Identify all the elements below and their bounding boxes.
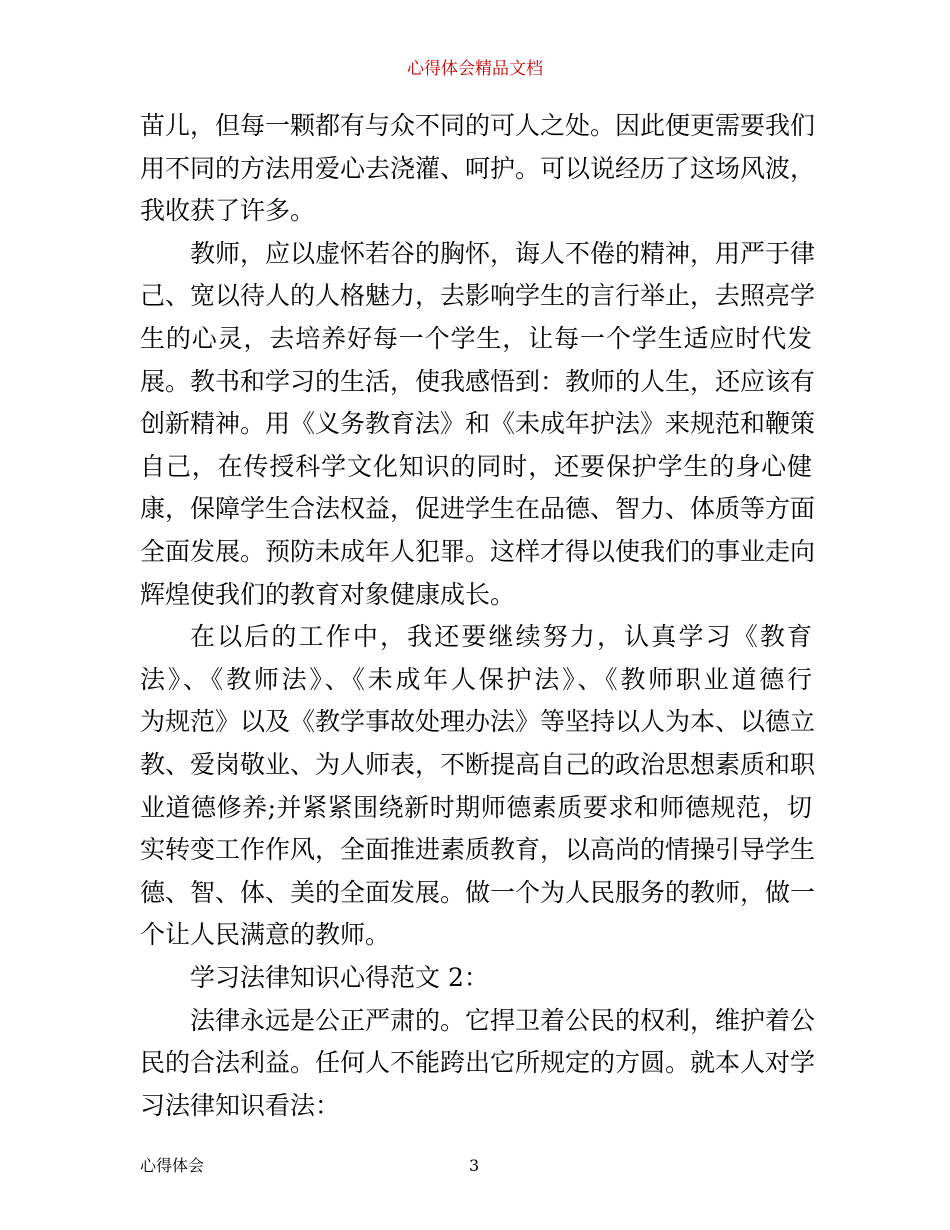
text-line: 康，保障学生合法权益，促进学生在品德、智力、体质等方面 xyxy=(140,494,816,524)
page-footer xyxy=(0,1155,950,1177)
text-line: 法律永远是公正严肃的。它捍卫着公民的权利，维护着公 xyxy=(190,1005,816,1035)
text-line: 用不同的方法用爱心去浇灌、呵护。可以说经历了这场风波， xyxy=(140,153,816,183)
text-line: 创新精神。用《义务教育法》和《未成年护法》来规范和鞭策 xyxy=(140,409,816,439)
text-line: 法》、《教师法》、《未成年人保护法》、《教师职业道德行 xyxy=(140,664,812,694)
page-header-title: 心得体会精品文档 xyxy=(407,59,543,79)
text-line: 展。教书和学习的生活，使我感悟到：教师的人生，还应该有 xyxy=(140,366,816,396)
text-line: 实转变工作作风，全面推进素质教育，以高尚的情操引导学生 xyxy=(140,835,816,865)
text-line: 自己，在传授科学文化知识的同时，还要保护学生的身心健 xyxy=(140,451,812,481)
section-heading: 学习法律知识心得范文 2： xyxy=(190,963,489,992)
text-line: 为规范》以及《教学事故处理办法》等坚持以人为本、以德立 xyxy=(140,707,816,737)
text-line: 德、智、体、美的全面发展。做一个为人民服务的教师，做一 xyxy=(140,877,816,907)
text-line: 苗儿，但每一颗都有与众不同的可人之处。因此便更需要我们 xyxy=(140,111,816,140)
text-line: 民的合法利益。任何人不能跨出它所规定的方圆。就本人对学 xyxy=(140,1048,816,1078)
page-number: 3 xyxy=(469,1156,480,1175)
text-line: 我收获了许多。 xyxy=(140,196,316,226)
text-line: 全面发展。预防未成年人犯罪。这样才得以使我们的事业走向 xyxy=(140,537,816,566)
text-line: 习法律知识看法： xyxy=(140,1090,341,1120)
footer-label: 心得体会 xyxy=(140,1156,205,1175)
text-line: 生的心灵，去培养好每一个学生，让每一个学生适应时代发 xyxy=(140,324,812,353)
text-line: 在以后的工作中，我还要继续努力，认真学习《教育 xyxy=(190,622,812,652)
text-line: 辉煌使我们的教育对象健康成长。 xyxy=(140,579,516,609)
text-line: 业道德修养;并紧紧围绕新时期师德素质要求和师德规范，切 xyxy=(140,792,812,822)
text-line: 教师，应以虚怀若谷的胸怀，诲人不倦的精神，用严于律 xyxy=(190,238,816,268)
text-line: 己、宽以待人的人格魅力，去影响学生的言行举止，去照亮学 xyxy=(140,281,816,311)
text-line: 个让人民满意的教师。 xyxy=(140,920,391,950)
text-line: 教、爱岗敬业、为人师表，不断提高自己的政治思想素质和职 xyxy=(140,750,816,779)
